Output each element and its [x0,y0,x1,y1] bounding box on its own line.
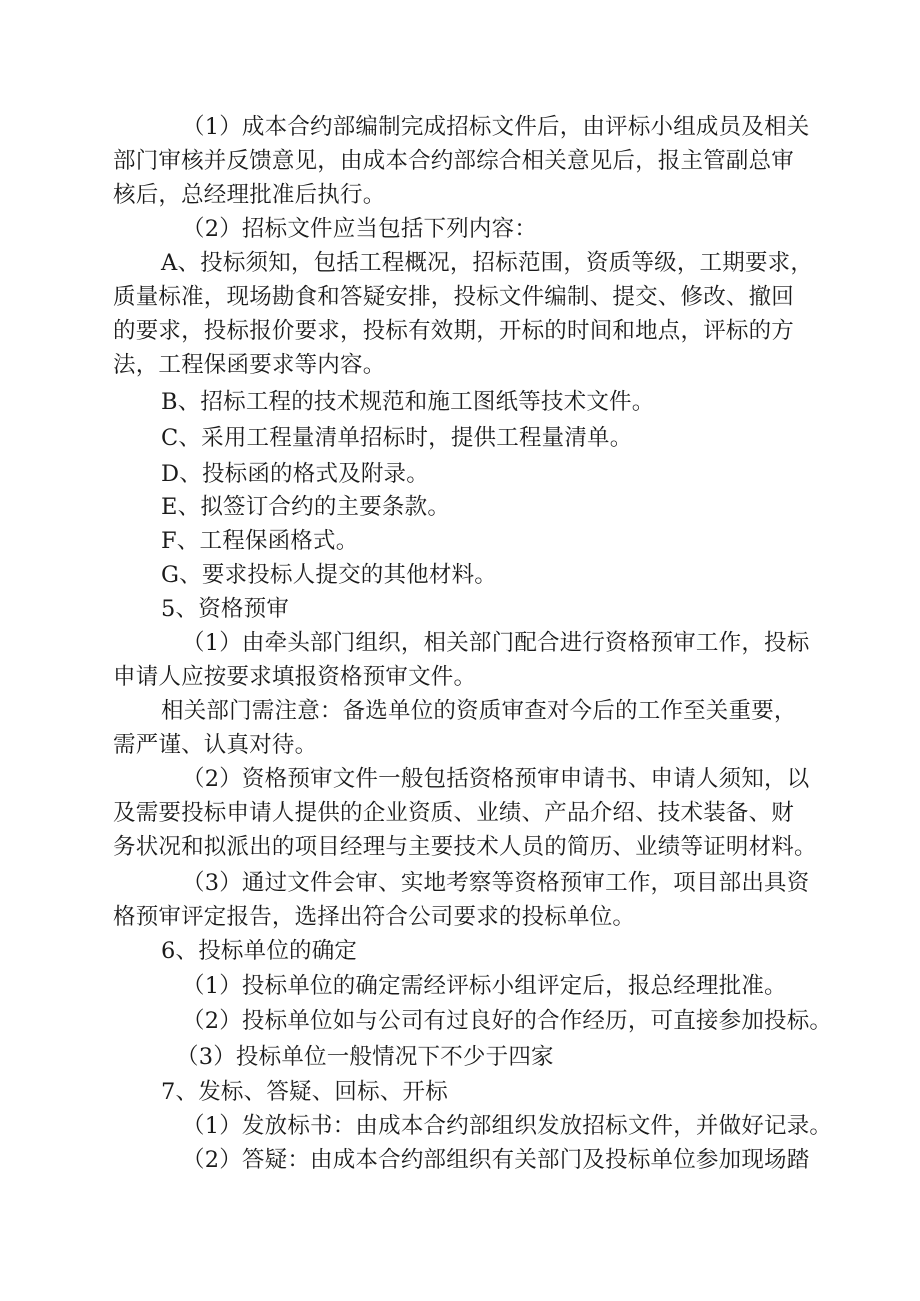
text-line: B、招标工程的技术规范和施工图纸等技术文件。 [161,389,655,415]
text-line: D、投标函的格式及附录。 [161,461,429,487]
text-line: 核后，总经理批准后执行。 [113,182,386,208]
text-line: （1）投标单位的确定需经评标小组评定后，报总经理批准。 [182,973,787,999]
text-line: 格预审评定报告，选择出符合公司要求的投标单位。 [113,904,636,930]
text-line: 的要求，投标报价要求，投标有效期，开标的时间和地点，评标的方 [113,318,795,344]
text-line: G、要求投标人提交的其他材料。 [161,562,497,588]
text-line: 及需要投标申请人提供的企业资质、业绩、产品介绍、技术装备、财 [113,800,795,826]
text-line: 7、发标、答疑、回标、开标 [161,1079,448,1105]
text-line: （1）成本合约部编制完成招标文件后，由评标小组成员及相关 [182,114,810,140]
text-line: 质量标准，现场勘食和答疑安排，投标文件编制、提交、修改、撤回 [113,284,795,310]
text-line: （2）答疑：由成本合约部组织有关部门及投标单位参加现场踏 [182,1147,810,1173]
text-line: （1）发放标书：由成本合约部组织发放招标文件，并做好记录。 [182,1113,833,1139]
text-line: （1）由牵头部门组织，相关部门配合进行资格预审工作，投标 [182,630,810,656]
text-line: 需严谨、认真对待。 [113,732,318,758]
text-line: 5、资格预审 [161,596,290,622]
text-line: （3）投标单位一般情况下不少于四家 [176,1044,554,1070]
text-line: （2）投标单位如与公司有过良好的合作经历，可直接参加投标。 [182,1008,833,1034]
text-line: 法，工程保函要求等内容。 [113,352,386,378]
text-line: A、投标须知，包括工程概况，招标范围，资质等级，工期要求， [161,250,814,276]
text-line: （2）招标文件应当包括下列内容： [182,216,538,242]
text-line: 务状况和拟派出的项目经理与主要技术人员的简历、业绩等证明材料。 [113,834,817,860]
text-line: C、采用工程量清单招标时，提供工程量清单。 [161,425,633,451]
text-line: （3）通过文件会审、实地考察等资格预审工作，项目部出具资 [182,870,810,896]
text-line: （2）资格预审文件一般包括资格预审申请书、申请人须知，以 [182,766,810,792]
text-line: 相关部门需注意：备选单位的资质审查对今后的工作至关重要， [161,698,797,724]
text-line: E、拟签订合约的主要条款。 [161,494,451,520]
text-line: 部门审核并反馈意见，由成本合约部综合相关意见后，报主管副总审 [113,148,795,174]
text-line: 申请人应按要求填报资格预审文件。 [113,664,477,690]
text-line: 6、投标单位的确定 [161,938,358,964]
text-line: F、工程保函格式。 [161,528,359,554]
